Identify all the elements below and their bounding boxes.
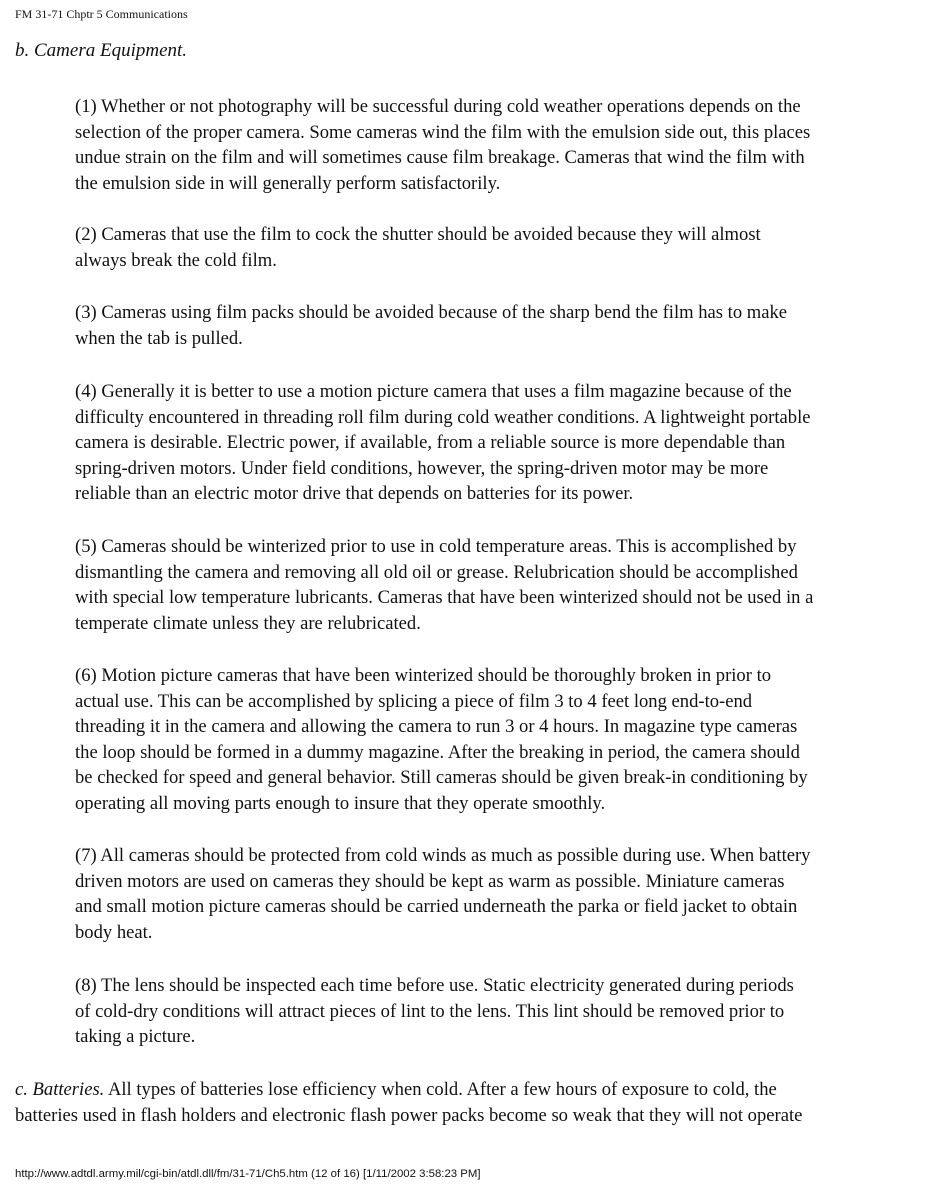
paragraph-line: difficulty encountered in threading roll film during cold weather conditions. A lightweight portable xyxy=(75,406,811,428)
batteries-run-in-heading: c. Batteries. xyxy=(15,1079,105,1100)
paragraph-line: temperate climate unless they are relubricated. xyxy=(75,612,421,634)
paragraph-line: spring-driven motors. Under field conditions, however, the spring-driven motor may be more xyxy=(75,457,769,479)
paragraph-line xyxy=(15,1077,915,1103)
paragraph-line: batteries used in flash holders and electronic flash power packs become so weak that they will not operate xyxy=(15,1104,803,1126)
paragraph-line: threading it in the camera and allowing the camera to run 3 or 4 hours. In magazine type cameras xyxy=(75,716,798,737)
paragraph-line: (7) All cameras should be protected from cold winds as much as possible during use. When battery xyxy=(75,845,811,866)
paragraph-line: undue strain on the film and will sometimes cause film breakage. Cameras that wind the film with xyxy=(75,147,805,168)
paragraph-4 xyxy=(75,379,911,507)
paragraph-line: when the tab is pulled. xyxy=(75,327,243,349)
paragraph-8 xyxy=(75,973,911,1050)
paragraph-7 xyxy=(75,843,911,945)
paragraph-5 xyxy=(75,534,911,636)
paragraph-line: driven motors are used on cameras they should be kept as warm as possible. Miniature cameras xyxy=(75,870,785,892)
paragraph-3 xyxy=(75,300,911,351)
paragraph-line: with special low temperature lubricants. Cameras that have been winterized should not be used in a xyxy=(75,587,814,608)
footer-source-url: http://www.adtdl.army.mil/cgi-bin/atdl.dll/fm/31-71/Ch5.htm (12 of 16) [1/11/2002 3:58:23 PM] xyxy=(15,1168,481,1180)
paragraph-line: actual use. This can be accomplished by splicing a piece of film 3 to 4 feet long end-to-end xyxy=(75,690,753,712)
paragraph-line: selection of the proper camera. Some cameras wind the film with the emulsion side out, this places xyxy=(75,121,811,143)
batteries-paragraph xyxy=(15,1077,915,1128)
paragraph-1 xyxy=(75,94,911,196)
paragraph-line: (5) Cameras should be winterized prior to use in cold temperature areas. This is accomplished by xyxy=(75,536,797,557)
paragraph-line: the loop should be formed in a dummy magazine. After the breaking in period, the camera should xyxy=(75,741,800,763)
paragraph-line: the emulsion side in will generally perform satisfactorily. xyxy=(75,172,501,194)
paragraph-line: (4) Generally it is better to use a motion picture camera that uses a film magazine because of the xyxy=(75,381,792,402)
paragraph-line: (2) Cameras that use the film to cock the shutter should be avoided because they will almost xyxy=(75,224,761,245)
paragraph-line: (1) Whether or not photography will be successful during cold weather operations depends on the xyxy=(75,96,801,117)
paragraph-line: body heat. xyxy=(75,921,153,943)
paragraph-line: and small motion picture cameras should be carried underneath the parka or field jacket to obtain xyxy=(75,896,798,917)
paragraph-2 xyxy=(75,222,911,273)
paragraph-line: (3) Cameras using film packs should be avoided because of the sharp bend the film has to make xyxy=(75,302,788,323)
paragraph-line: dismantling the camera and removing all old oil or grease. Relubrication should be accomplished xyxy=(75,561,798,583)
paragraph-line: be checked for speed and general behavior. Still cameras should be given break-in conditioning by xyxy=(75,767,808,788)
paragraph-line: reliable than an electric motor drive that depends on batteries for its power. xyxy=(75,483,634,504)
paragraph-line: (8) The lens should be inspected each time before use. Static electricity generated during periods xyxy=(75,975,794,996)
section-heading-camera-equipment: b. Camera Equipment. xyxy=(15,40,188,61)
paragraph-6 xyxy=(75,663,911,816)
paragraph-line: operating all moving parts enough to insure that they operate smoothly. xyxy=(75,792,606,814)
paragraph-line: taking a picture. xyxy=(75,1026,196,1047)
running-header: FM 31-71 Chptr 5 Communications xyxy=(15,7,188,21)
batteries-line-text: All types of batteries lose efficiency when cold. After a few hours of exposure to cold, the xyxy=(104,1079,777,1100)
paragraph-line: (6) Motion picture cameras that have been winterized should be thoroughly broken in prior to xyxy=(75,665,772,686)
paragraph-line: of cold-dry conditions will attract pieces of lint to the lens. This lint should be removed prior to xyxy=(75,1000,785,1022)
paragraph-line: camera is desirable. Electric power, if available, from a reliable source is more dependable than xyxy=(75,432,786,453)
paragraph-line: always break the cold film. xyxy=(75,249,277,271)
